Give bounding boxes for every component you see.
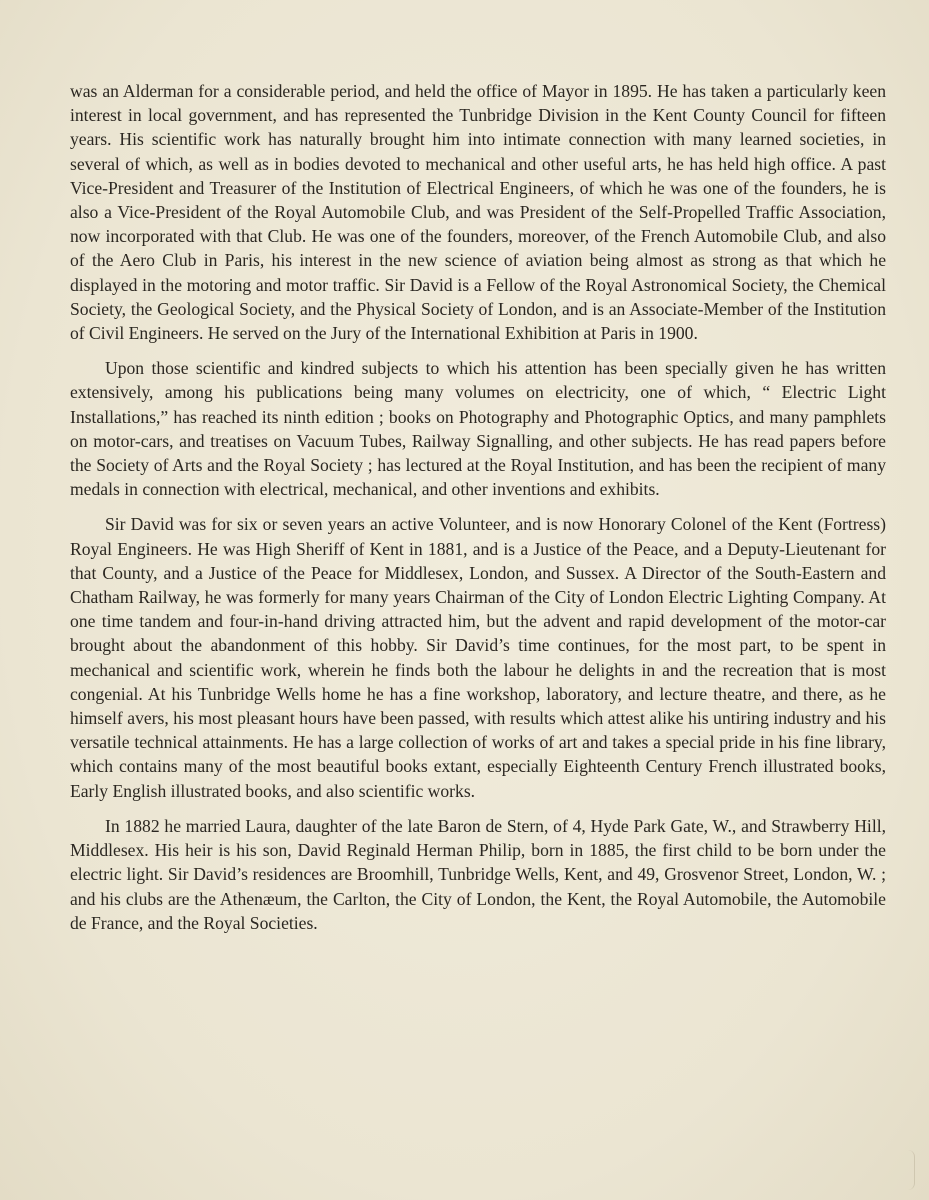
paragraph-continuation: was an Alderman for a considerable period, and held the office of Mayor in 1895. He has taken a particularly keen interest in local government, and has represented the Tunbridge Division in the Kent County Council for fifteen years. His scientific work has naturally brought him into intimate connection with many learned societies, in several of which, as well as in bodies devoted to mechanical and other useful arts, he has held high office. A past Vice-President and Treasurer of the Institution of Electrical Engineers, of which he was one of the founders, he is also a Vice-President of the Royal Automobile Club, and was President of the Self-Propelled Traffic Association, now incorporated with that Club. He was one of the founders, moreover, of the French Automobile Club, and also of the Aero Club in Paris, his interest in the new science of aviation being almost as strong as that which he displayed in the motoring and motor traffic. Sir David is a Fellow of the Royal Astronomical Society, the Chemical Society, the Geological Society, and the Physical Society of London, and is an Associate-Member of the Institution of Civil Engineers. He served on the Jury of the International Exhibition at Paris in 1900. xyxy=(70,81,886,344)
paragraph-family: In 1882 he married Laura, daughter of the late Baron de Stern, of 4, Hyde Park Gate, W., and Strawberry Hill, Middlesex. His heir is his son, David Reginald Herman Philip, born in 1885, the first child to be born under the electric light. Sir David’s residences are Broomhill, Tunbridge Wells, Kent, and 49, Grosvenor Street, London, W. ; and his clubs are the Athenæum, the Carlton, the City of London, the Kent, the Royal Automobile, the Automobile de France, and the Royal Societies. xyxy=(70,815,886,933)
paragraph-volunteer: Sir David was for six or seven years an active Volunteer, and is now Honorary Colonel of the Kent (Fortress) Royal Engineers. He was High Sheriff of Kent in 1881, and is a Justice of the Peace, and a Deputy-Lieutenant for that County, and a Justice of the Peace for Middlesex, London, and Sussex. A Director of the South-Eastern and Chatham Railway, he was formerly for many years Chairman of the City of London Electric Lighting Company. At one time tandem and four-in-hand driving attracted him, but the advent and rapid development of the motor-car brought about the abandonment of this hobby. Sir David’s time continues, for the most part, to be spent in mechanical and scientific work, wherein he finds both the labour he delights in and the recreation that is most congenial. At his Tunbridge Wells home he has a fine workshop, laboratory, and lecture theatre, and there, as he himself avers, his most pleasant hours have been passed, with results which attest alike his untiring industry and his versatile technical attainments. He has a large collection of works of art and takes a special pride in his fine library, which contains many of the most beautiful books extant, especially Eighteenth Century French illustrated books, Early English illustrated books, and also scientific works. xyxy=(70,514,886,801)
body-text xyxy=(70,79,886,935)
paragraph-publications: Upon those scientific and kindred subjects to which his attention has been specially given he has written extensively, among his publications being many volumes on electricity, one of which, “ Electric Light Installations,” has reached its ninth edition ; books on Photography and Photographic Optics, and many pamphlets on motor-cars, and treatises on Vacuum Tubes, Railway Signalling, and other subjects. He has read papers before the Society of Arts and the Royal Society ; has lectured at the Royal Institution, and has been the recipient of many medals in connection with electrical, mechanical, and other inventions and exhibits. xyxy=(70,358,886,500)
page-edge-mark xyxy=(908,1150,915,1190)
